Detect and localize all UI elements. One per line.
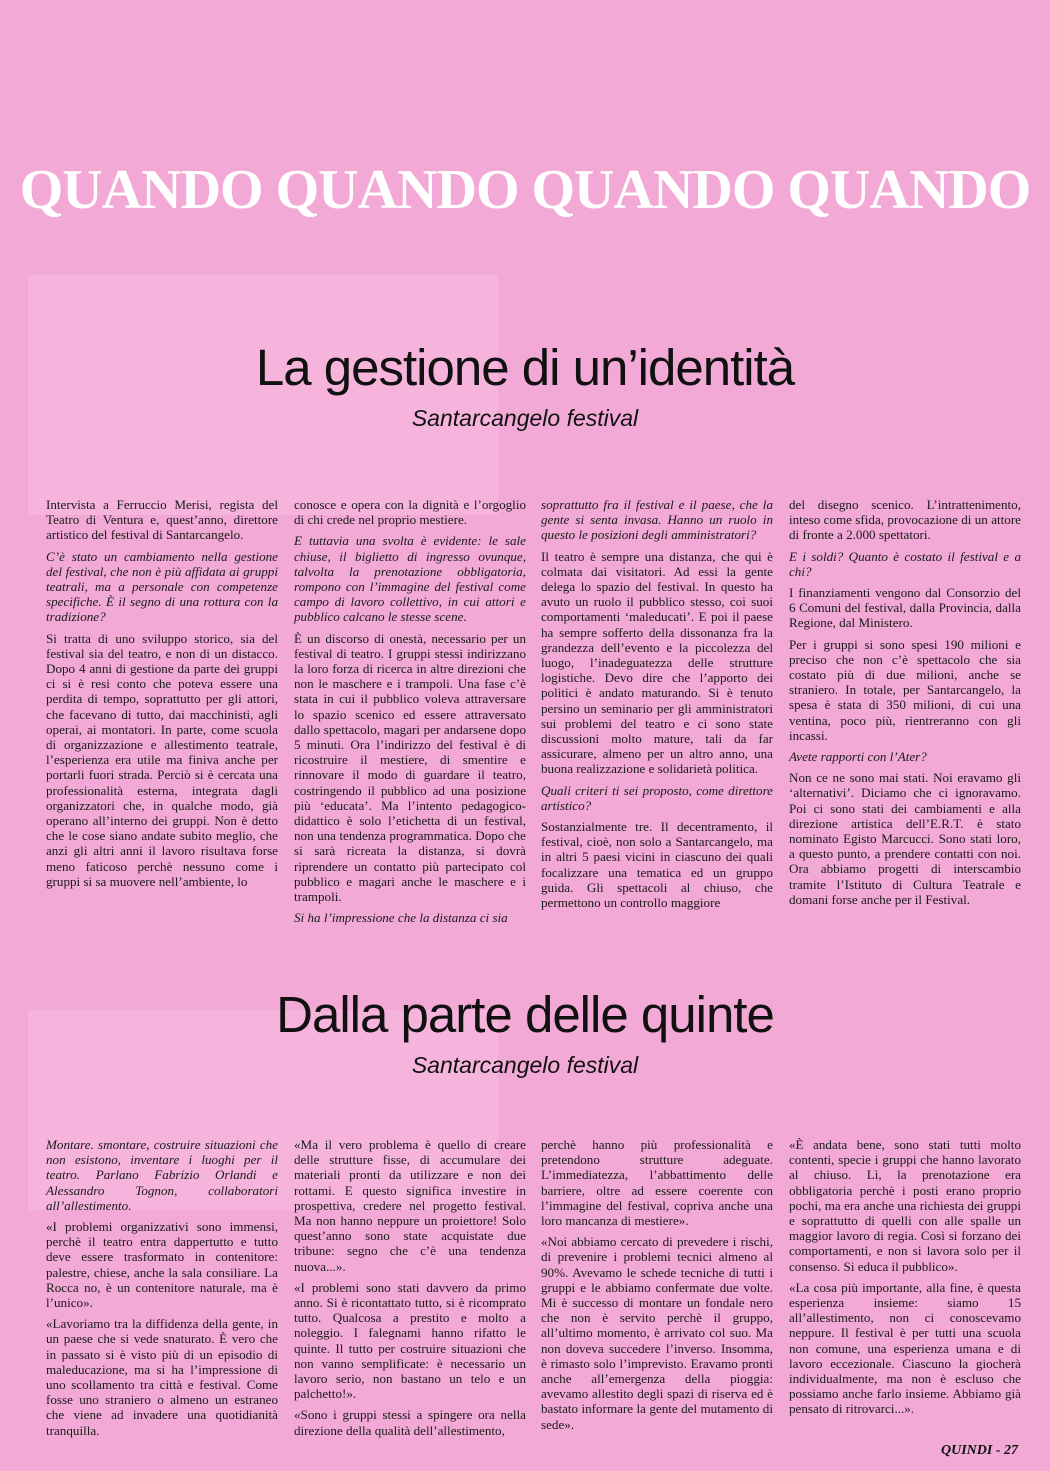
paragraph: I finanziamenti vengono dal Consorzio del 6 Comuni del festival, dalla Provincia, dalla Regione, dal Ministero. — [789, 585, 1021, 631]
interview-question: Quali criteri ti sei proposto, come direttore artistico? — [541, 782, 773, 813]
paragraph: «Sono i gruppi stessi a spingere ora nella direzione della qualità dell’allestimento, — [294, 1407, 526, 1438]
paragraph: «La cosa più importante, alla fine, è questa esperienza insieme: siamo 15 all’allestimento, non ci conoscevamo neppure. Il festival è per tutti una scuola non comune, una esperienza umana e di lavoro eccezionale. Ciascuno la giocherà individualmente, ma non è escluso che possiamo anche farlo insieme. Abbiamo già pensato di ritrovarci...». — [789, 1279, 1021, 1417]
article-1-column-1 — [46, 497, 278, 895]
article-2-column-1 — [46, 1137, 278, 1444]
interview-question: E tuttavia una svolta è evidente: le sale chiuse, il biglietto di ingresso ovunque, talvolta la prenotazione obbligatoria, rompono con l’immagine del festival come campo di lavoro collettivo, in cui attori e pubblico calcano le stesse scene. — [294, 533, 526, 625]
interview-question: E i soldi? Quanto è costato il festival e a chi? — [789, 548, 1021, 579]
paragraph: Intervista a Ferruccio Merisi, regista del Teatro di Ventura e, quest’anno, direttore artistico del festival di Santarcangelo. — [46, 497, 278, 543]
paragraph: Il teatro è sempre una distanza, che qui è colmata dai visitatori. Ad essi la gente delega lo spazio del festival. In questo ha avuto un ruolo il pubblico stesso, coi suoi comportamenti ‘maleducati’. E poi il paese ha sempre sofferto della dissonanza fra la grandezza dell’evento e la piccolezza del luogo, l’inadeguatezza delle strutture logistiche. Devo dire che l’apporto dei politici è andato maturando. Si è tenuto persino un seminario per gli amministratori sui problemi del teatro e ci sono state discussioni molto mature, tali da far assicurare, almeno per un altro anno, una buona realizzazione e solidarietà politica. — [541, 548, 773, 777]
paragraph: «Ma il vero problema è quello di creare delle strutture fisse, di accumulare dei materiali pronti da utilizzare e non dei rottami. E questo significa investire in prospettiva, credere nel progetto festival. Ma non hanno neppure un proiettore! Solo quest’anno sono state acquistate due tribune: segno che c’è una tendenza nuova...». — [294, 1137, 526, 1274]
article-2-subtitle: Santarcangelo festival — [411, 1052, 639, 1078]
paragraph: del disegno scenico. L’intrattenimento, inteso come sfida, provocazione di un attore di fronte a 2.000 spettatori. — [789, 497, 1021, 543]
article-2-column-2 — [294, 1137, 526, 1444]
article-2-title: Dalla parte delle quinte — [276, 986, 774, 1043]
interview-question: C’è stato un cambiamento nella gestione del festival, che non è più affidata ai gruppi teatrali, ma a personale con competenze specifiche. È il segno di una rottura con la tradizione? — [46, 548, 278, 625]
paragraph: perchè hanno più professionalità e pretendono strutture adeguate. L’immediatezza, l’abbattimento delle barriere, oltre ad essere coerente con l’immagine del festival, copriva anche una loro mancanza di mestiere». — [541, 1137, 773, 1229]
article-2-column-4 — [789, 1137, 1021, 1423]
paragraph: «Noi abbiamo cercato di prevedere i rischi, di prevenire i problemi tecnici almeno al 90%. Avevamo le schede tecniche di tutti i gruppi e le abbiamo confermate due volte. Mi è successo di montare un fondale nero che non è servito perchè il gruppo, all’ultimo momento, è arrivato col suo. Ma non doveva succedere l’inverso. Insomma, è rimasto solo l’imprevisto. Eravamo pronti anche all’emergenza della pioggia: avevamo allestito degli spazi di riserva ed è bastato informare la gente del mutamento di sede». — [541, 1234, 773, 1432]
interview-question: soprattutto fra il festival e il paese, che la gente si senta invasa. Hanno un ruolo in questo le posizioni degli amministratori? — [541, 497, 773, 543]
article-1-column-3 — [541, 497, 773, 916]
paragraph: Sostanzialmente tre. Il decentramento, il festival, cioè, non solo a Santarcangelo, ma in altri 5 paesi vicini in ciascuno dei quali focalizzare una tematica ed un gruppo guida. Gli spettacoli al chiuso, che permettono un controllo maggiore — [541, 819, 773, 911]
interview-question: Avete rapporti con l’Ater? — [789, 749, 927, 765]
paragraph: Non ce ne sono mai stati. Noi eravamo gli ‘alternativi’. Diciamo che ci ignoravamo. Poi ci sono stati dei cambiamenti e alla direzione artistica dell’E.R.T. è stato nominato Egisto Marcucci. Sono stati loro, a questo punto, a prendere contatti con noi. Ora abbiamo progetti di interscambio tramite l’Istituto di Cultura Teatrale e domani forse anche per il Festival. — [789, 770, 1021, 907]
paragraph: «I problemi sono stati davvero da primo anno. Si è ricontattato tutto, si è ricomprato tutto. Qualcosa a prestito e molto a noleggio. I falegnami hanno rifatto le quinte. Il tutto per costruire situazioni che non vanno semplificate: è necessario un lavoro serio, non bastano un telo e un palchetto!». — [294, 1279, 526, 1402]
article-1-title: La gestione di un’identità — [255, 339, 795, 396]
paragraph: È un discorso di onestà, necessario per un festival di teatro. I gruppi stessi indirizzano la loro forza di ricerca in altre direzioni che non le maschere e i trampoli. Una fase c’è stata in cui il pubblico voleva attraversare lo spazio scenico ed essere attraversato dallo spettacolo, magari per andarsene dopo 5 minuti. Ora l’indirizzo del festival è di ricostruire il mestiere, di smentire e rinnovare il modo di guardare il teatro, costringendo il pubblico ad una posizione più ‘educata’. Ma l’intento pedagogico-didattico è solo l’etichetta di un festival, non una tendenza programmatica. Dopo che si sarà ricreata la distanza, si dovrà riprendere un contatto più partecipato col pubblico e magari anche le maschere e i trampoli. — [294, 630, 526, 905]
paragraph: Si tratta di uno sviluppo storico, sia del festival sia del teatro, e non di un distacco. Dopo 4 anni di gestione da parte dei gruppi ci si è resi conto che poteva essere una perdita di tempo, soprattutto per gli attori, che facevano di tutto, dai macchinisti, agli operai, ai montatori. In parte, come scuola di organizzazione e allestimento teatrale, l’esperienza era utile ma finiva anche per portarli fuori strada. Perciò si è cercata una professionalità esterna, integrata dagli organizzatori che, in qualche modo, già operano all’interno dei gruppi. Non è detto che le cose siano andate subito meglio, che anzi gli altri anni il lavoro risultava forse meno faticoso perchè nessuno come i gruppi si sa muovere nell’ambiente, lo — [46, 630, 278, 889]
paragraph: «È andata bene, sono stati tutti molto contenti, specie i gruppi che hanno lavorato al chiuso. Lì, la prenotazione era obbligatoria perchè i posti erano proprio pochi, ma era anche una richiesta dei gruppi e soprattutto di quelli con alle spalle un maggior lavoro di regia. Così si forzano dei comportamenti, e non si lavora solo per il consenso. Si educa il pubblico». — [789, 1137, 1021, 1274]
paragraph: «I problemi organizzativi sono immensi, perchè il teatro entra dappertutto e tutto deve essere trasformato in contenitore: palestre, chiese, anche la sala consiliare. La Rocca no, è un contenitore naturale, ma è l’unico». — [46, 1219, 278, 1311]
paragraph: Per i gruppi si sono spesi 190 milioni e preciso che non c’è spettacolo che sia costato più di due milioni, anche se straniero. In totale, per Santarcangelo, la spesa è stata di 350 milioni, di cui una ventina, poco più, rientreranno con gli incassi. — [789, 636, 1021, 743]
article-1-column-4 — [789, 497, 1021, 913]
paragraph: conosce e opera con la dignità e l’orgoglio di chi crede nel proprio mestiere. — [294, 497, 526, 528]
article-2-column-3 — [541, 1137, 773, 1438]
interview-question: Montare. smontare, costruire situazioni che non esistono, inventare i luoghi per il teatro. Parlano Fabrizio Orlandi e Alessandro Tognon, collaboratori all’allestimento. — [46, 1137, 278, 1213]
interview-question: Si ha l’impressione che la distanza ci sia — [294, 910, 508, 926]
article-1-subtitle: Santarcangelo festival — [411, 405, 639, 431]
page-footer: QUINDI - 27 — [941, 1443, 1018, 1458]
paragraph: «Lavoriamo tra la diffidenza della gente, in un paese che si vede snaturato. È vero che in passato si è visto più di un episodio di maleducazione, ma si ha l’impressione di uno scollamento tra città e festival. Come fosse uno straniero o almeno un estraneo che viene ad invadere una quotidianità tranquilla. — [46, 1316, 278, 1438]
article-1-column-2 — [294, 497, 526, 931]
banner-heading: QUANDO QUANDO QUANDO QUANDO — [19, 159, 1031, 221]
